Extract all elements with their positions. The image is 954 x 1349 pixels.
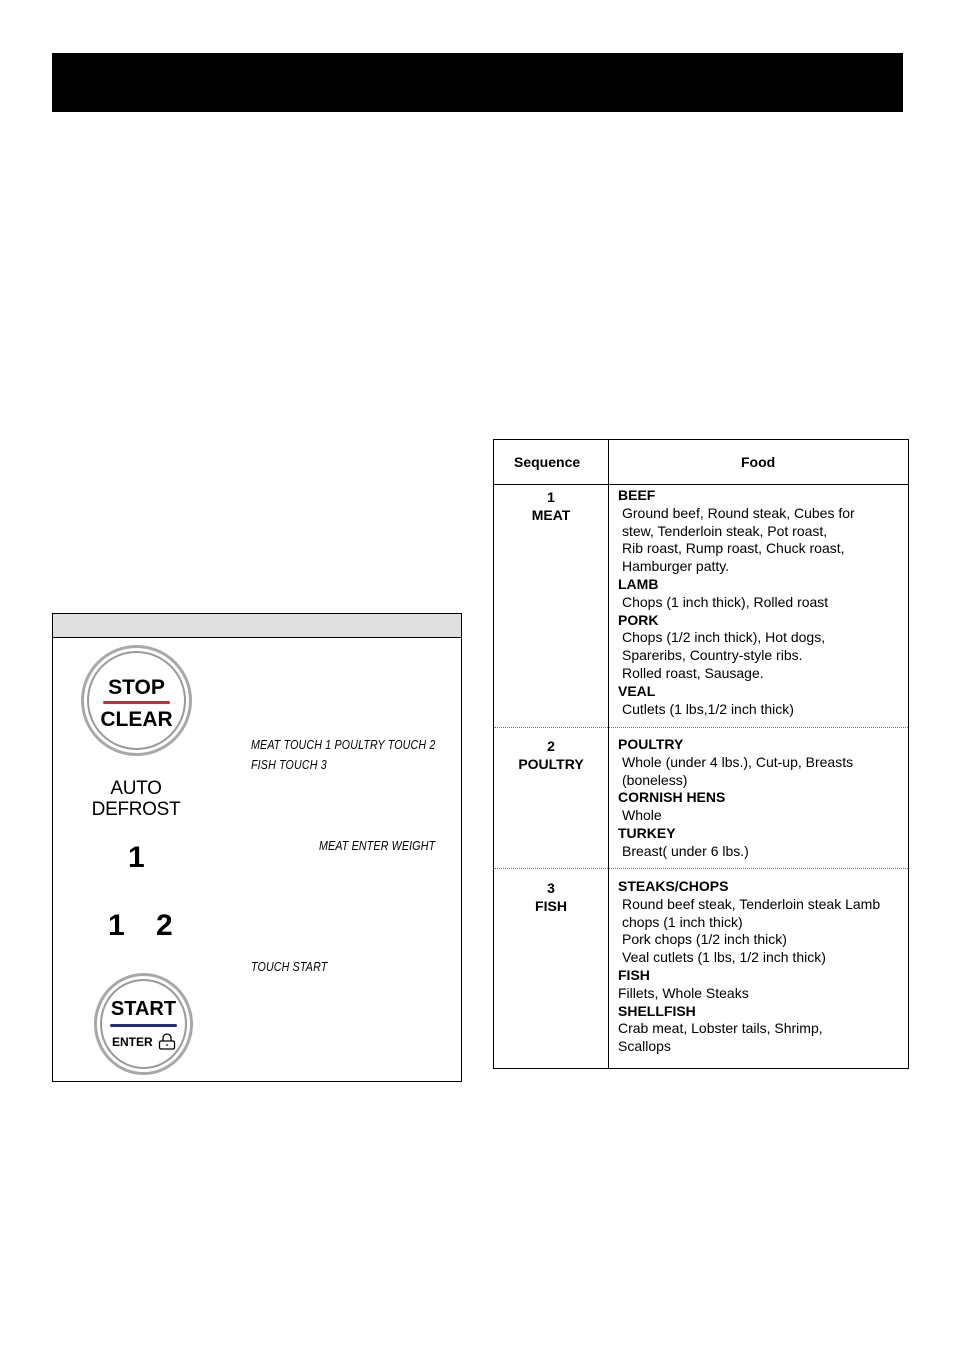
category-shellfish: SHELLFISH [618, 1002, 696, 1019]
food-item: Scallops [618, 1038, 671, 1055]
sequence-fish [494, 879, 608, 915]
food-item: Cutlets (1 lbs,1/2 inch thick) [622, 700, 794, 717]
panel-header [53, 614, 461, 638]
lcd-menu-line2: FISH TOUCH 3 [251, 757, 327, 772]
header-bar [52, 53, 903, 112]
food-item: Chops (1/2 inch thick), Hot dogs, [622, 629, 826, 646]
start-divider [110, 1024, 177, 1027]
food-header: Food [741, 454, 776, 470]
food-item: Hamburger patty. [622, 558, 730, 575]
row-separator [494, 727, 908, 728]
lock-icon [158, 1033, 176, 1050]
food-item: Chops (1 inch thick), Rolled roast [622, 593, 829, 610]
food-item: Round beef steak, Tenderloin steak Lamb [622, 895, 881, 912]
category-fish: FISH [618, 966, 650, 983]
lcd-touch-start: TOUCH START [251, 959, 328, 974]
food-item: Fillets, Whole Steaks [618, 984, 749, 1001]
food-list-meat [618, 487, 903, 718]
instruction-panel [52, 613, 462, 1082]
food-item: Whole [622, 807, 662, 824]
row-separator [494, 868, 908, 869]
food-item: Breast( under 6 lbs.) [622, 842, 749, 859]
sequence-number: 3 [547, 880, 555, 896]
sequence-poultry [494, 737, 608, 773]
category-turkey: TURKEY [618, 824, 676, 841]
category-veal: VEAL [618, 682, 656, 699]
defrost-label: DEFROST [91, 799, 181, 820]
clear-label: CLEAR [100, 708, 173, 731]
start-enter-button[interactable] [94, 973, 193, 1075]
table-header [494, 440, 908, 485]
sequence-number: 1 [547, 489, 555, 505]
sequence-number: 2 [547, 738, 555, 754]
category-poultry: POULTRY [618, 736, 684, 752]
category-steaks-chops: STEAKS/CHOPS [618, 878, 729, 894]
sequence-name: MEAT [531, 507, 571, 523]
sequence-meat [494, 488, 608, 524]
stop-clear-button[interactable] [81, 645, 192, 756]
sequence-name: FISH [535, 898, 567, 914]
food-item: Veal cutlets (1 lbs, 1/2 inch thick) [622, 949, 826, 966]
number-1-button[interactable]: 1 [128, 841, 145, 874]
stop-label: STOP [108, 676, 165, 699]
food-list-fish [618, 878, 903, 1056]
food-item: Whole (under 4 lbs.), Cut-up, Breasts [622, 753, 854, 770]
food-sequence-table [493, 439, 909, 1069]
food-item: Crab meat, Lobster tails, Shrimp, [618, 1020, 823, 1037]
category-pork: PORK [618, 611, 659, 628]
auto-defrost-button[interactable] [83, 778, 189, 820]
start-label: START [110, 998, 177, 1020]
stop-clear-divider [103, 701, 170, 704]
number-1-button[interactable]: 1 [108, 909, 125, 942]
enter-label: ENTER [112, 1035, 153, 1049]
food-list-poultry [618, 736, 903, 861]
food-item: Rolled roast, Sausage. [622, 664, 764, 681]
category-cornish-hens: CORNISH HENS [618, 789, 726, 806]
food-item: (boneless) [622, 771, 688, 788]
food-item: Spareribs, Country-style ribs. [622, 647, 803, 664]
auto-label: AUTO [110, 778, 162, 799]
lcd-enter-weight: MEAT ENTER WEIGHT [319, 838, 436, 853]
category-lamb: LAMB [618, 575, 659, 592]
food-item: chops (1 inch thick) [622, 913, 743, 930]
sequence-name: POULTRY [518, 756, 584, 772]
food-item: Pork chops (1/2 inch thick) [622, 931, 787, 948]
sequence-header: Sequence [514, 454, 581, 470]
lcd-menu-line1: MEAT TOUCH 1 POULTRY TOUCH 2 [251, 737, 436, 752]
number-2-button[interactable]: 2 [156, 909, 173, 942]
food-item: Rib roast, Rump roast, Chuck roast, [622, 540, 845, 557]
food-item: Ground beef, Round steak, Cubes for [622, 504, 855, 521]
column-divider [608, 440, 609, 1068]
food-item: stew, Tenderloin steak, Pot roast, [622, 522, 828, 539]
category-beef: BEEF [618, 487, 656, 503]
